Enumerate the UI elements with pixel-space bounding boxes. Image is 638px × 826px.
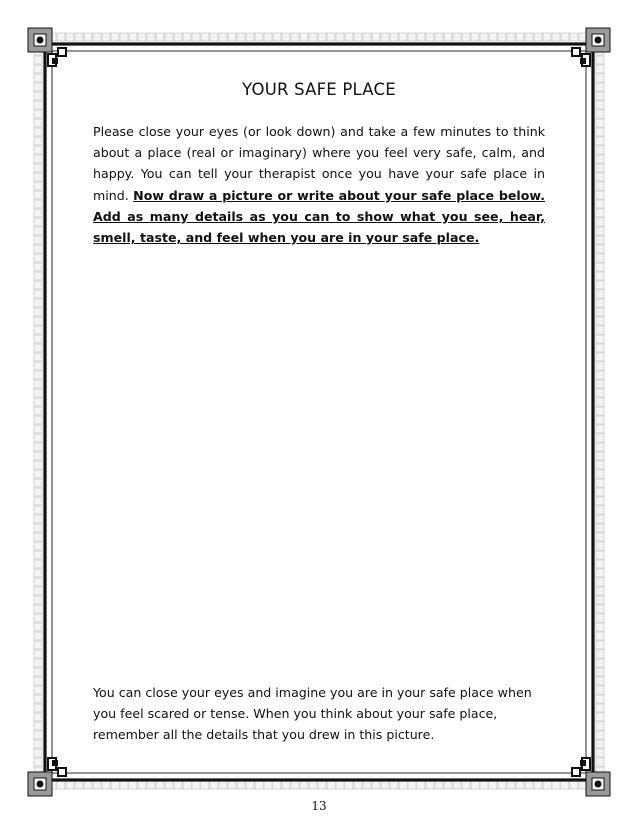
intro-text: Please close your eyes (or look down) and take a few minutes to think about a place (real or imaginary) where you feel very safe, calm, and happy. You can tell your therapist once you have your safe place in mind. bbox=[93, 124, 545, 203]
intro-paragraph bbox=[93, 121, 545, 248]
drawing-instructions: Now draw a picture or write about your safe place below. Add as many details as you can to show what you see, hear, smell, taste, and feel when you are in your safe place. bbox=[93, 187, 545, 246]
closing-paragraph: You can close your eyes and imagine you are in your safe place when you feel scared or tense. When you think about your safe place, remember all the details that you drew in this picture. bbox=[93, 685, 532, 743]
page-title: YOUR SAFE PLACE bbox=[242, 80, 396, 99]
page-number: 13 bbox=[311, 799, 327, 813]
drawing-area[interactable] bbox=[93, 245, 545, 665]
